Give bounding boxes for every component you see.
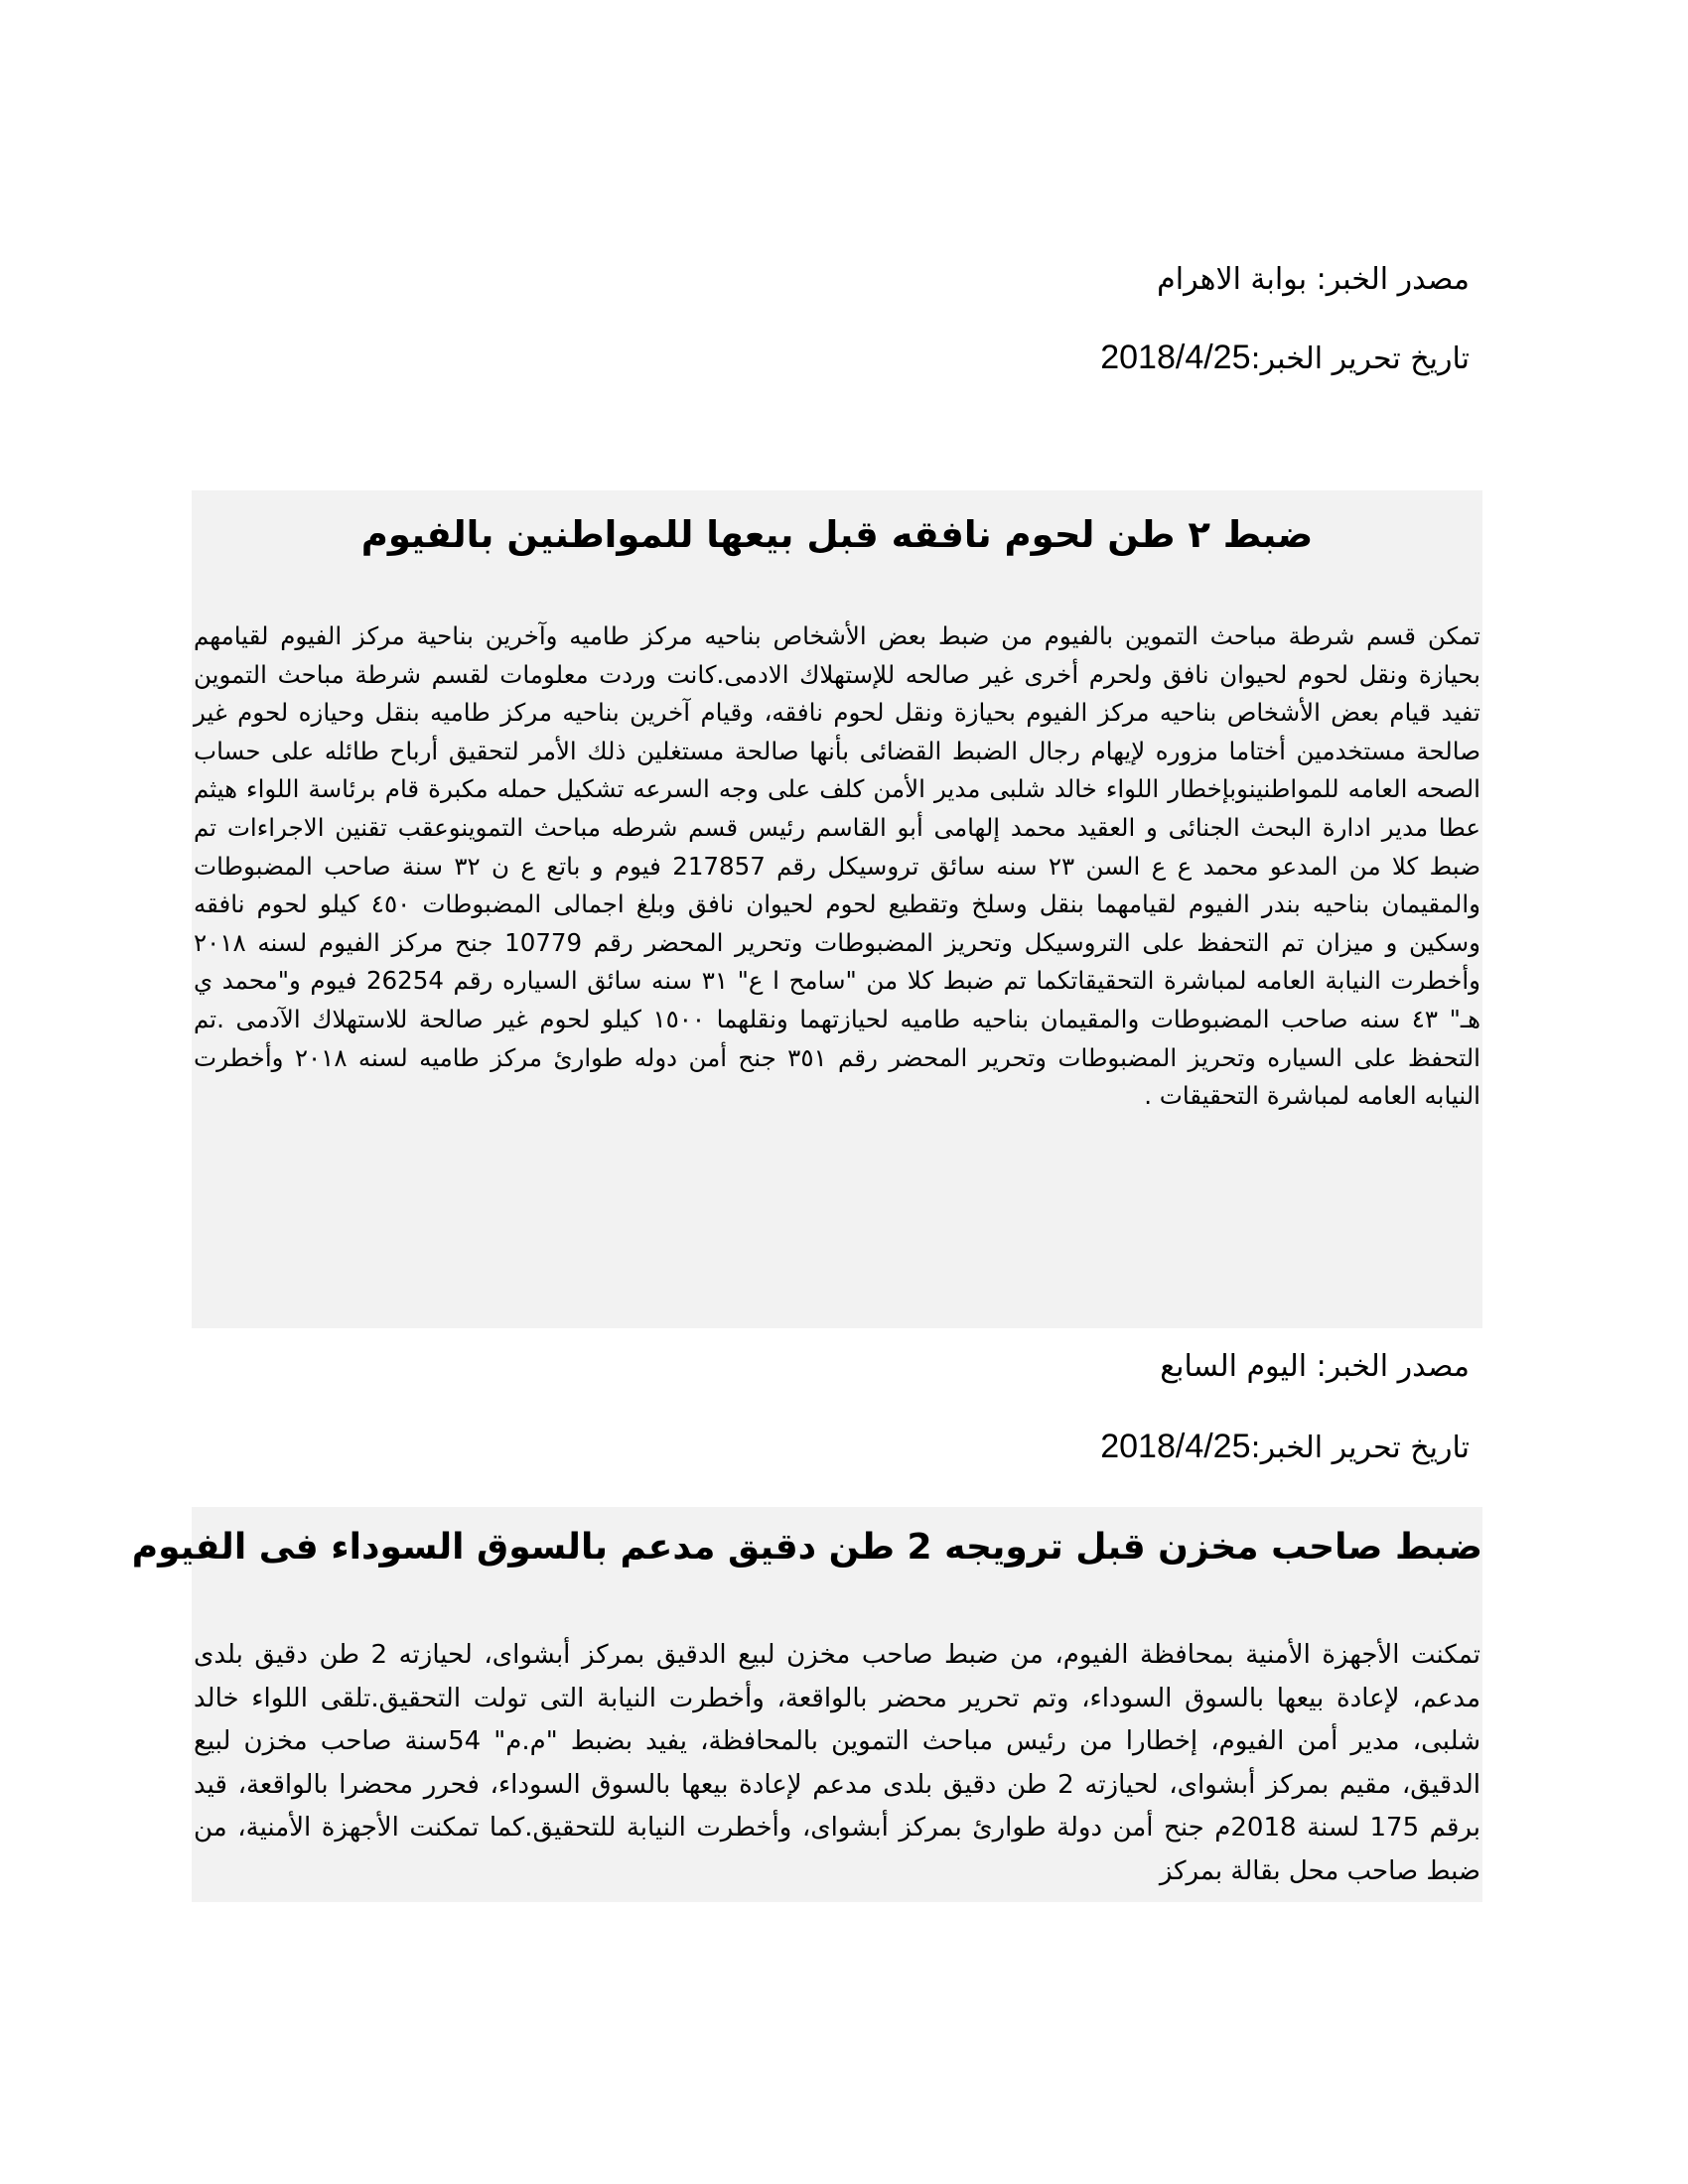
article1-source-text: مصدر الخبر: بوابة الاهرام [1157, 262, 1470, 297]
article1-source [1157, 260, 1470, 300]
article2-date [1100, 1427, 1470, 1468]
article1-headline: ضبط ٢ طن لحوم نافقه قبل بيعها للمواطنين بالفيوم [360, 513, 1314, 556]
article2-source [1160, 1347, 1470, 1387]
article1-date-label: تاريخ تحرير الخبر: [1250, 341, 1470, 376]
article2-source-text: مصدر الخبر: اليوم السابع [1160, 1349, 1470, 1384]
article2-date-label: تاريخ تحرير الخبر: [1250, 1431, 1470, 1465]
article2-block [131, 1507, 1482, 1902]
article2-headline: ضبط صاحب مخزن قبل ترويجه 2 طن دقيق مدعم بالسوق السوداء فى الفيوم [131, 1527, 1482, 1568]
article1-date [1100, 338, 1470, 379]
article2-date-value: 2018/4/25 [1100, 1428, 1251, 1465]
article1-date-value: 2018/4/25 [1100, 339, 1251, 376]
article1-body: تمكن قسم شرطة مباحث التموين بالفيوم من ضبط بعض الأشخاص بناحيه مركز طاميه وآخرين بناحية مركز الفيوم لقيامهم بحيازة ونقل لحوم لحيوان نافق ولحرم أخرى غير صالحه للإستهلاك الادمى.كانت وردت معلومات لقسم شرطة مباحث التموين تفيد قيام بعض الأشخاص بناحيه مركز الفيوم بحيازة ونقل لحوم نافقه، وقيام آخرين بناحيه مركز طاميه بنقل وحيازه لحوم غير صالحة مستخدمين أختاما مزوره لإيهام رجال الضبط القضائى بأنها صالحة مستغلين ذلك الأمر لتحقيق أرباح طائله على حساب الصحه العامه للمواطنينوبإخطار اللواء خالد شلبى مدير الأمن كلف على وجه السرعه تشكيل حمله مكبرة قام برئاسة اللواء هيثم عطا مدير ادارة البحث الجنائى و العقيد محمد إلهامى أبو القاسم رئيس قسم شرطه مباحث التموينوعقب تقنين الاجراءات تم ضبط كلا من المدعو محمد ع ع السن ٢٣ سنه سائق تروسيكل رقم 217857 فيوم و باتع ع ن ٣٢ سنة صاحب المضبوطات والمقيمان بناحيه بندر الفيوم لقيامهما بنقل وسلخ وتقطيع لحوم لحيوان نافق وبلغ اجمالى المضبوطات ٤٥٠ كيلو لحوم نافقه وسكين و ميزان تم التحفظ على التروسيكل وتحريز المضبوطات وتحرير المحضر رقم 10779 جنح مركز الفيوم لسنه ٢٠١٨ وأخطرت النيابة العامه لمباشرة التحقيقاتكما تم ضبط كلا من "سامح ا ع" ٣١ سنه سائق السياره رقم 26254 فيوم و"محمد ي هـ" ٤٣ سنه صاحب المضبوطات والمقيمان بناحيه طاميه لحيازتهما ونقلهما ١٥٠٠ كيلو لحوم غير صالحة للاستهلاك الآدمى .تم التحفظ على السياره وتحريز المضبوطات وتحرير المحضر رقم ٣٥١ جنح أمن دوله طوارئ مركز طاميه لسنه ٢٠١٨ وأخطرت النيابه العامه لمباشرة التحقيقات . [194, 621, 1481, 1111]
article1-block [192, 490, 1482, 1328]
article2-body: تمكنت الأجهزة الأمنية بمحافظة الفيوم، من ضبط صاحب مخزن لبيع الدقيق بمركز أبشواى، لحيازته 2 طن دقيق بلدى مدعم، لإعادة بيعها بالسوق السوداء، وتم تحرير محضر بالواقعة، وأخطرت النيابة التى تولت التحقيق.تلقى اللواء خالد شلبى، مدير أمن الفيوم، إخطارا من رئيس مباحث التموين بالمحافظة، يفيد بضبط "م.م" 54سنة صاحب مخزن لبيع الدقيق، مقيم بمركز أبشواى، لحيازته 2 طن دقيق بلدى مدعم لإعادة بيعها بالسوق السوداء، فحرر محضرا بالواقعة، قيد برقم 175 لسنة 2018م جنح أمن دولة طوارئ بمركز أبشواى، وأخطرت النيابة للتحقيق.كما تمكنت الأجهزة الأمنية، من ضبط صاحب محل بقالة بمركز [194, 1640, 1480, 1886]
